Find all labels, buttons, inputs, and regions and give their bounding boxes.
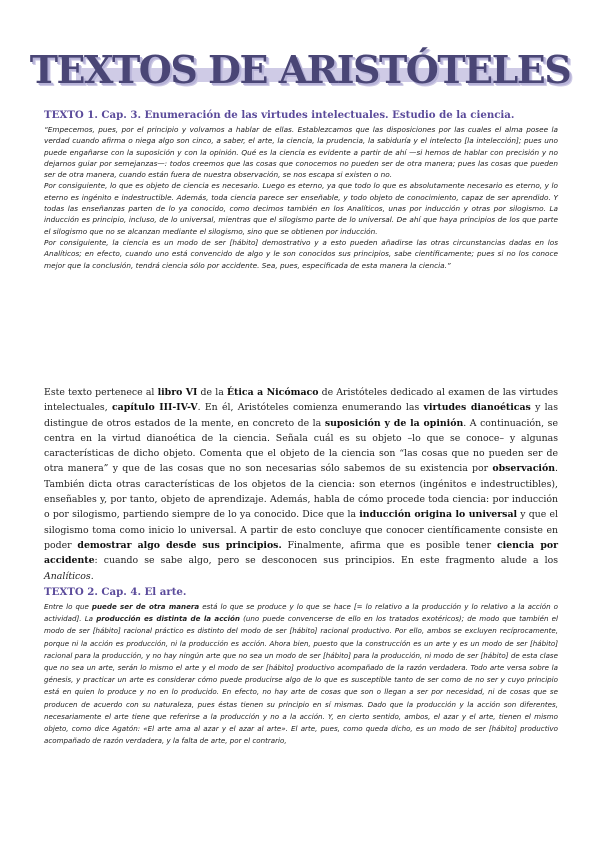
text1-quote-paragraph-3: Por consiguiente, la ciencia es un modo de ser [hábito] demostrativo y a esto pueden añadirse las otras circunstancias dadas en los Analíticos; en efecto, cuando uno está convencido de algo y le son conocidos sus principios, sabe científicamente; pues si no los conoce mejor que la conclusión, tendrá ciencia sólo por accidente. Sea, pues, especificada de esta manera la ciencia.” — [44, 237, 558, 270]
text1-heading: TEXTO 1. Cap. 3. Enumeración de las virtudes intelectuales. Estudio de la ciencia. — [44, 109, 515, 121]
document-title: TEXTOS DE ARISTÓTELES — [29, 47, 571, 92]
text2-quote-paragraph: Entre lo que puede ser de otra manera está lo que se produce y lo que se hace [= lo relativo a la producción y lo relativo a la acción o actividad]. La producción es distinta de la acción (uno puede convencerse de ello en los tratados exotéricos); de modo que también el modo de ser [hábito] racional práctico es distinto del modo de ser [hábito] racional productivo. Por ello, ambos se excluyen recíprocamente, porque ni la acción es producción, ni la producción es acción. Ahora bien, puesto que la construcción es un arte y es un modo de ser [hábito] racional para la producción, y no hay ningún arte que no sea un modo de ser [hábito] para la producción, ni modo de ser [hábito] de esta clase que no sea un arte, serán lo mismo el arte y el modo de ser [hábito] productivo acompañado de la razón verdadera. Todo arte versa sobre la génesis, y practicar un arte es considerar cómo puede producirse algo de lo que es susceptible tanto de ser como de no ser y cuyo principio está en quien lo produce y no en lo producido. En efecto, no hay arte de cosas que son o llegan a ser por necesidad, ni de cosas que se producen de acuerdo con su naturaleza, pues éstas tienen su principio en sí mismas. Dado que la producción y la acción son diferentes, necesariamente el arte tiene que referirse a la producción y no a la acción. Y, en cierto sentido, ambos, el azar y el arte, tienen el mismo objeto, como dice Agatón: «El arte ama al azar y el azar al arte». El arte, pues, como queda dicho, es un modo de ser [hábito] productivo acompañado de razón verdadera, y la falta de arte, por el contrario, — [44, 602, 558, 746]
text1-commentary-paragraph: Este texto pertenece al libro VI de la Ética a Nicómaco de Aristóteles dedicado al examen de las virtudes intelectuales, capítulo III-IV-V. En él, Aristóteles comienza enumerando las virtudes dianoéticas y las distingue de otros estados de la mente, en concreto de la suposición y de la opinión. A continuación, se centra en la virtud dianoética de la ciencia. Señala cuál es su objeto –lo que se conoce– y algunas características de dicho objeto. Comenta que el objeto de la ciencia son “las cosas que no pueden ser de otra manera” y que de las cosas que no son necesarias sólo sabemos de su existencia por observación. También dicta otras características de los objetos de la ciencia: son eternos (ingénitos e indestructibles), enseñables y, por tanto, objeto de aprendizaje. Además, habla de cómo procede toda ciencia: por inducción o por silogismo, partiendo siempre de lo ya conocido. Dice que la inducción origina lo universal y que el silogismo toma como inicio lo universal. A partir de esto concluye que conocer científicamente consiste en poder demostrar algo desde sus principios. Finalmente, afirma que es posible tener ciencia por accidente: cuando se sabe algo, pero se desconocen sus principios. En este fragmento alude a los Analíticos. — [44, 387, 559, 582]
text1-quote-paragraph-2: Por consiguiente, lo que es objeto de ciencia es necesario. Luego es eterno, ya que todo lo que es absolutamente necesario es eterno, y lo eterno es ingénito e indestructible. Además, toda ciencia parece ser enseñable, y todo objeto de conocimiento, capaz de ser aprendido. Y todas las enseñanzas parten de lo ya conocido, como decimos también en los Analíticos, unas por inducción y otras por silogismo. La inducción es principio, incluso, de lo universal, mientras que el silogismo parte de lo universal. De ahí que haya principios de los que parte el silogismo que no se alcanzan mediante el silogismo, sino que se obtienen por inducción. — [44, 181, 558, 236]
text1-commentary — [44, 385, 558, 584]
text1-quote-paragraph-1: “Empecemos, pues, por el principio y volvamos a hablar de ellas. Establezcamos que las disposiciones por las cuales el alma posee la verdad cuando afirma o niega algo son cinco, a saber, el arte, la ciencia, la prudencia, la sabiduría y el intelecto [la intelección]; pues uno puede engañarse con la suposición y con la opinión. Qué es la ciencia es evidente a partir de ahí —si hemos de hablar con precisión y no dejarnos guiar por semejanzas—: todos creemos que las cosas que conocemos no pueden ser de otra manera; pues las cosas que pueden ser de otra manera, cuando están fuera de nuestra observación, se nos escapa si existen o no. — [44, 125, 558, 180]
text2-heading: TEXTO 2. Cap. 4. El arte. — [44, 586, 187, 598]
text1-quote — [44, 124, 558, 271]
text2-quote — [44, 601, 558, 747]
